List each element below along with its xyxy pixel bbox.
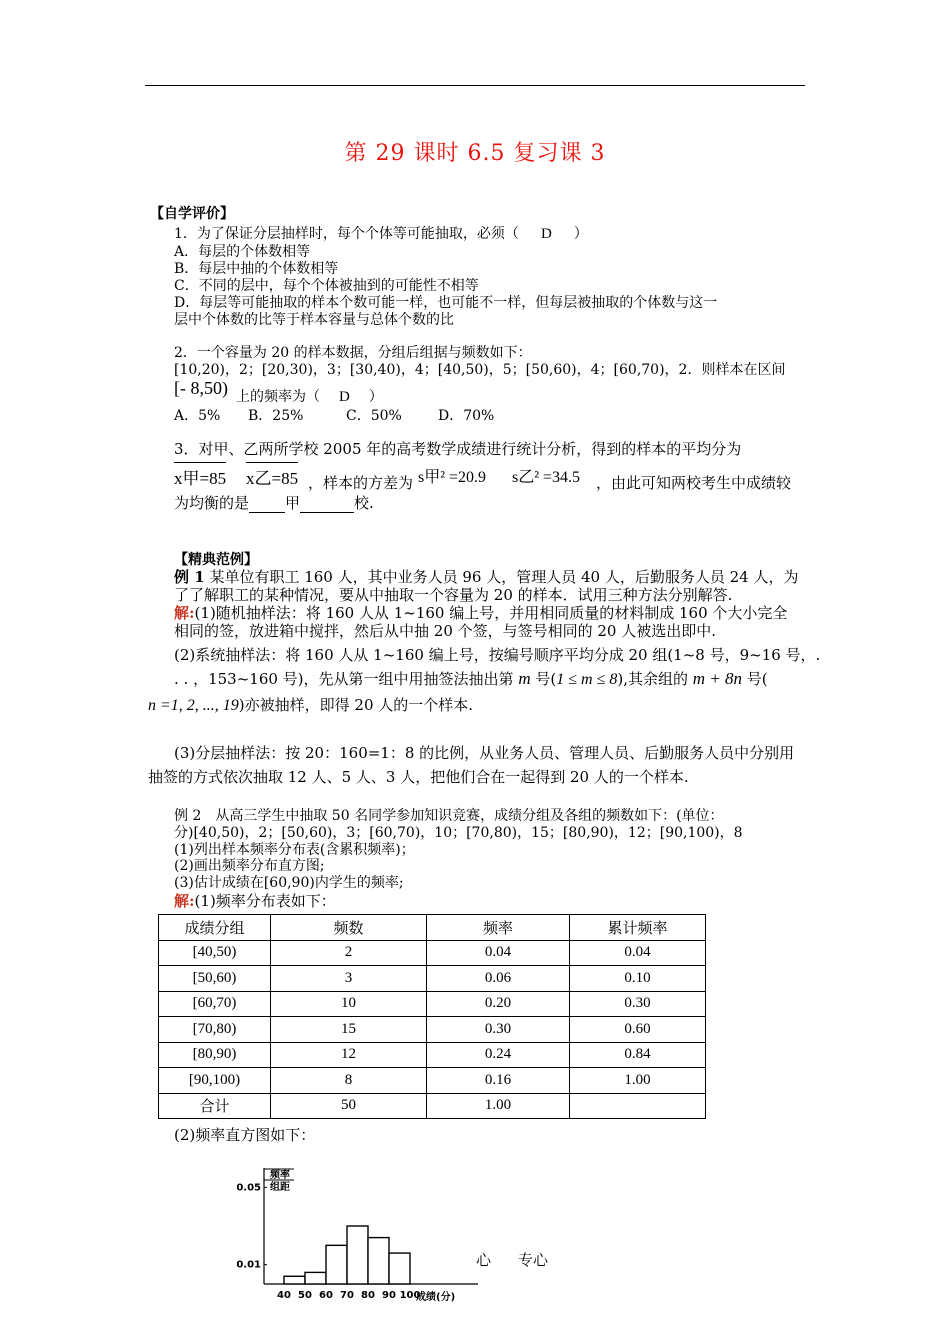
- ex1-sol3-cont: 抽签的方式依次抽取 12 人、5 人、3 人，把他们合在一起得到 20 人的一个样本.: [148, 768, 689, 786]
- q3-tail: ，由此可知两校考生中成绩较: [596, 474, 792, 492]
- q3-var-jia: s甲² =20.9: [418, 469, 487, 486]
- table-row: [159, 1017, 706, 1043]
- table-cell: 0.30: [570, 991, 706, 1017]
- q2-option-b: B．25%: [248, 408, 304, 424]
- y-label-bottom: 组距: [270, 1182, 290, 1193]
- ex2-line1: 例 2 从高三学生中抽取 50 名同学参加知识竞赛，成绩分组及各组的频数如下：(单位：: [174, 808, 724, 824]
- ex1-sol2-end: n =1, 2, ..., 19)亦被抽样，即得 20 人的一个样本.: [148, 696, 474, 714]
- table-cell: 50: [271, 1093, 427, 1119]
- ex2-task3: (3)估计成绩在[60,90)内学生的频率;: [174, 875, 404, 891]
- histogram-bar: [389, 1253, 410, 1284]
- q2-question: 上的频率为（ D ）: [236, 389, 383, 405]
- histogram-bar: [284, 1276, 305, 1284]
- q2-option-a: A．5%: [174, 408, 221, 424]
- q2-stem: 2．一个容量为 20 的样本数据，分组后组据与频数如下：: [174, 345, 532, 361]
- q2-option-d: D．70%: [438, 408, 495, 424]
- table-header-row: [159, 915, 706, 941]
- table-cell: 3: [271, 966, 427, 992]
- table-cell: 0.60: [570, 1017, 706, 1043]
- y-tick-label: 0.05: [236, 1182, 261, 1194]
- q1-option-d-cont: 层中个体数的比等于样本容量与总体个数的比: [174, 312, 454, 328]
- table-cell: 0.16: [427, 1068, 570, 1094]
- table-cell: [80,90): [159, 1042, 271, 1068]
- table-row: [159, 1068, 706, 1094]
- table-cell: [90,100): [159, 1068, 271, 1094]
- table-cell: 0.84: [570, 1042, 706, 1068]
- histogram-caption: (2)频率直方图如下：: [174, 1126, 316, 1144]
- table-cell: 0.10: [570, 966, 706, 992]
- ex1-sol1: 解:(1)随机抽样法：将 160 人从 1~160 编上号，并用相同质量的材料制成 160 个大小完全: [174, 604, 788, 622]
- x-tick-label: 70: [340, 1290, 354, 1301]
- q2-interval: [- 8,50): [174, 378, 228, 398]
- table-header: 累计频率: [570, 915, 706, 941]
- table-header: 频率: [427, 915, 570, 941]
- x-tick-label: 90: [382, 1290, 396, 1301]
- ex1-sol2: (2)系统抽样法：将 160 人从 1~160 编上号，按编号顺序平均分成 20 组(1~8 号，9~16 号，.: [174, 646, 821, 664]
- ex2-line2: 分)[40,50)，2；[50,60)，3；[60,70)，10；[70,80)，15；[80,90)，12；[90,100)，8: [174, 825, 743, 841]
- table-header: 频数: [271, 915, 427, 941]
- ex1-sol3: (3)分层抽样法：按 20：160=1：8 的比例，从业务人员、管理人员、后勤服务人员中分别用: [174, 744, 795, 762]
- table-row: [159, 940, 706, 966]
- q1-option-b: B．每层中抽的个体数相等: [174, 261, 339, 277]
- x-axis-label: 成绩(分): [416, 1292, 456, 1303]
- watermark-text: 专心: [518, 1251, 549, 1269]
- table-row: [159, 966, 706, 992]
- x-tick-label: 50: [298, 1290, 312, 1301]
- table-cell: 12: [271, 1042, 427, 1068]
- q3-mean-yi: x乙=85: [246, 462, 298, 489]
- ex1-line2: 了了解职工的某种情况，要从中抽取一个容量为 20 的样本．试用三种方法分别解答.: [174, 586, 733, 604]
- q1-option-c: C．不同的层中，每个个体被抽到的可能性不相等: [174, 278, 479, 294]
- table-cell: 8: [271, 1068, 427, 1094]
- top-rule: [145, 85, 805, 86]
- ex1-line1: 例 1 某单位有职工 160 人，其中业务人员 96 人，管理人员 40 人，后勤服务人员 24 人，为: [174, 568, 799, 586]
- frequency-histogram: [230, 1160, 490, 1305]
- table-row: [159, 991, 706, 1017]
- table-cell: [570, 1093, 706, 1119]
- q1-stem: 1．为了保证分层抽样时，每个个体等可能抽取，必须（ D ）: [174, 226, 588, 242]
- x-tick-label: 40: [277, 1290, 291, 1301]
- table-cell: [70,80): [159, 1017, 271, 1043]
- page-title: 第 29 课时 6.5 复习课 3: [344, 141, 606, 166]
- histogram-bar: [368, 1238, 389, 1284]
- table-row: [159, 1093, 706, 1119]
- q1-option-a: A．每层的个体数相等: [174, 244, 311, 260]
- q1-option-d: D．每层等可能抽取的样本个数可能一样，也可能不一样，但每层被抽取的个体数与这一: [174, 295, 718, 311]
- table-cell: 15: [271, 1017, 427, 1043]
- ex2-task2: (2)画出频率分布直方图;: [174, 858, 325, 874]
- x-tick-label: 100: [399, 1290, 421, 1301]
- table-cell: [60,70): [159, 991, 271, 1017]
- q3-stem: 3．对甲、乙两所学校 2005 年的高考数学成绩进行统计分析，得到的样本的平均分为: [174, 440, 742, 458]
- table-row: [159, 1042, 706, 1068]
- y-label-top: 频率: [270, 1170, 290, 1181]
- table-header: 成绩分组: [159, 915, 271, 941]
- table-cell: 2: [271, 940, 427, 966]
- ex1-sol2-cont: . . ，153~160 号)，先从第一组中用抽签法抽出第 m 号(1 ≤ m ≤ 8),其余组的 m + 8n 号(: [174, 669, 768, 688]
- section-heading-self-eval: 【自学评价】: [150, 206, 234, 222]
- histogram-bar: [347, 1226, 368, 1284]
- ex1-sol1-cont: 相同的签，放进箱中搅拌，然后从中抽 20 个签，与签号相同的 20 人被选出即中.: [174, 622, 717, 640]
- table-cell: [40,50): [159, 940, 271, 966]
- q2-answer: D: [339, 389, 350, 405]
- q2-data: [10,20)，2；[20,30)，3；[30,40)，4；[40,50)，5；[50,60)，4；[60,70)，2．则样本在区间: [174, 362, 786, 378]
- q3-mid: ，样本的方差为: [308, 474, 414, 492]
- table-cell: 10: [271, 991, 427, 1017]
- ex2-sol: 解:(1)频率分布表如下：: [174, 892, 336, 910]
- histogram-bar: [305, 1272, 326, 1284]
- frequency-table: [158, 914, 706, 1119]
- q3-answer-line: 为均衡的是 甲 校.: [174, 494, 374, 512]
- table-cell: 0.06: [427, 966, 570, 992]
- histogram-bar: [326, 1245, 347, 1284]
- y-tick-label: 0.01: [236, 1259, 261, 1271]
- q3-answer: 甲: [285, 494, 301, 512]
- q2-option-c: C．50%: [346, 408, 402, 424]
- q3-var-yi: s乙² =34.5: [512, 469, 581, 486]
- ex2-task1: (1)列出样本频率分布表(含累积频率)；: [174, 842, 415, 858]
- watermark-char: 心: [476, 1251, 492, 1269]
- table-cell: 0.30: [427, 1017, 570, 1043]
- table-cell: 1.00: [570, 1068, 706, 1094]
- x-tick-label: 80: [361, 1290, 375, 1301]
- section-heading-examples: 【精典范例】: [174, 552, 258, 568]
- table-cell: [50,60): [159, 966, 271, 992]
- q1-answer: D: [540, 226, 552, 242]
- q3-mean-jia: x甲=85: [174, 462, 226, 489]
- table-cell: 1.00: [427, 1093, 570, 1119]
- table-cell: 合计: [159, 1093, 271, 1119]
- x-tick-label: 60: [319, 1290, 333, 1301]
- table-cell: 0.24: [427, 1042, 570, 1068]
- table-cell: 0.04: [570, 940, 706, 966]
- table-cell: 0.20: [427, 991, 570, 1017]
- table-cell: 0.04: [427, 940, 570, 966]
